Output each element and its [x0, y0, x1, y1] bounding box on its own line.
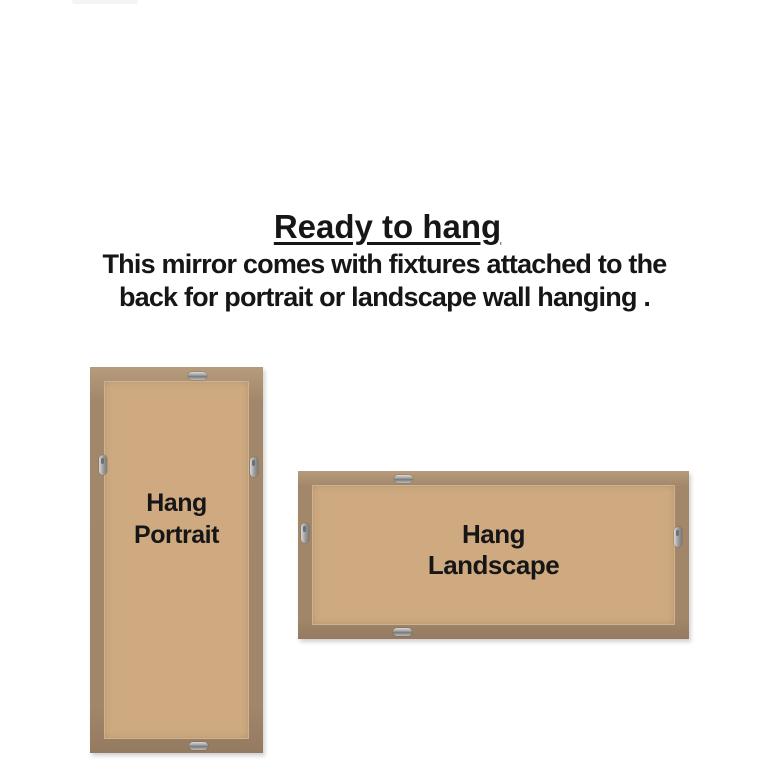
landscape-right-hanger-fixture — [674, 527, 682, 547]
portrait-bottom-hanger-fixture — [189, 742, 208, 750]
landscape-label-line-2: Landscape — [427, 550, 560, 580]
top-edge-artifact — [72, 0, 138, 4]
header — [0, 209, 769, 314]
portrait-mirror-back — [90, 367, 263, 753]
page-title: Ready to hang — [273, 208, 502, 245]
portrait-mirror-label — [90, 487, 263, 551]
landscape-mirror-back — [298, 471, 689, 639]
subtitle-line-1: This mirror comes with fixtures attached to the — [102, 249, 667, 279]
portrait-top-hanger-fixture — [188, 372, 207, 380]
portrait-left-hanger-fixture — [99, 455, 107, 475]
portrait-label-line-2: Portrait — [134, 521, 219, 549]
landscape-mirror-label — [298, 519, 689, 581]
landscape-left-hanger-fixture — [301, 523, 309, 543]
landscape-bottom-hanger-fixture — [393, 628, 412, 636]
portrait-mirror-panel — [104, 381, 249, 739]
portrait-right-hanger-fixture — [250, 457, 258, 477]
portrait-label-line-1: Hang — [146, 489, 207, 517]
landscape-top-hanger-fixture — [394, 475, 413, 483]
subtitle-line-2: back for portrait or landscape wall hanging . — [118, 282, 651, 312]
landscape-label-line-1: Hang — [462, 519, 525, 549]
